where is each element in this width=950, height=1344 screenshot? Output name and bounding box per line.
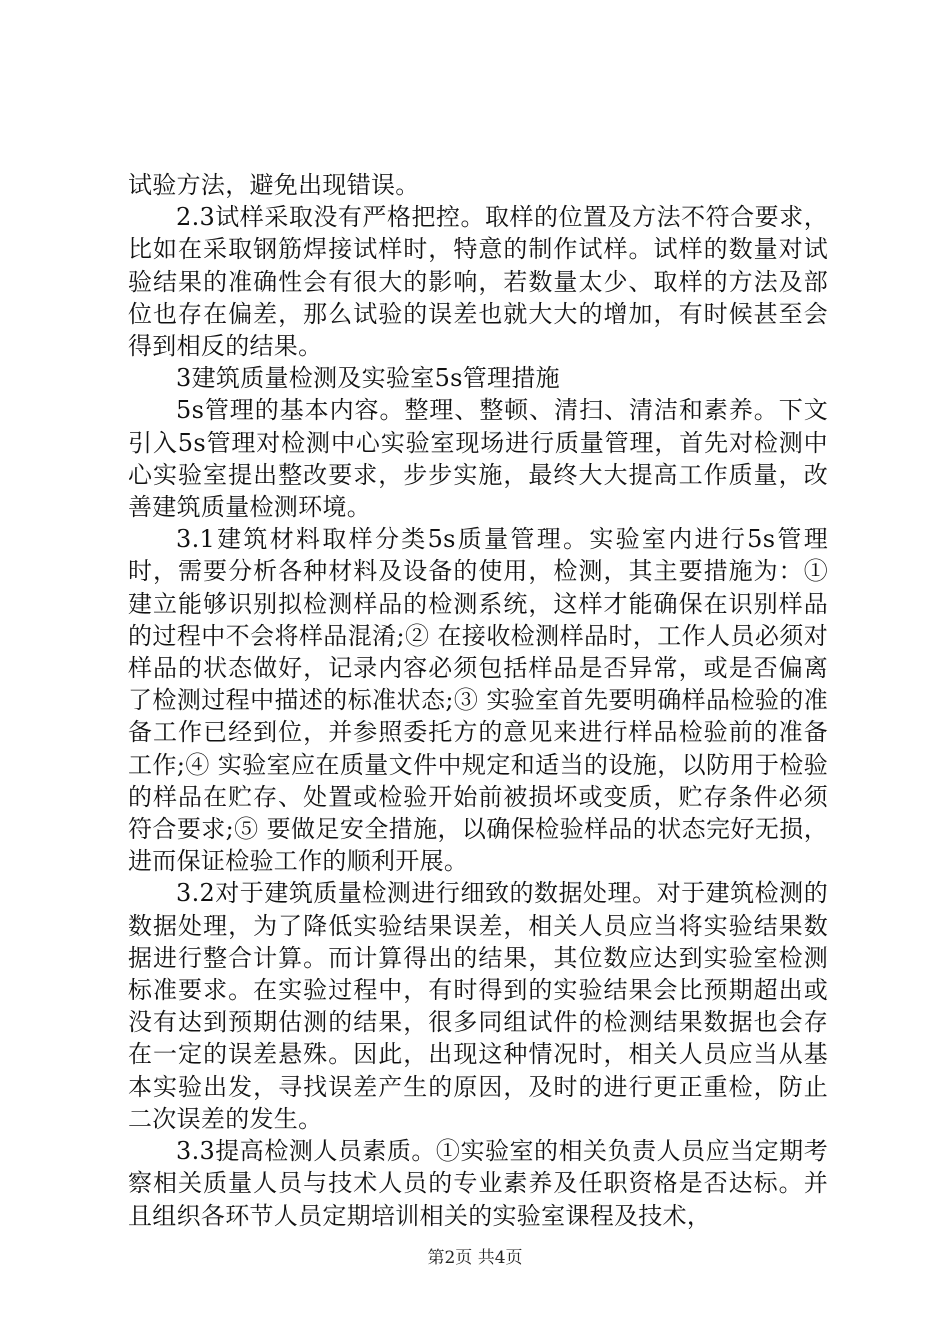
paragraph-4: 5s管理的基本内容。整理、整顿、清扫、清洁和素养。下文引入5s管理对检测中心实验室现场进行质量管理，首先对检测中心实验室提出整改要求，步步实施，最终大大提高工作质量，改善建筑质量检测环境。 <box>128 396 828 522</box>
paragraph-2: 2.3试样采取没有严格把控。取样的位置及方法不符合要求，比如在采取钢筋焊接试样时，特意的制作试样。试样的数量对试验结果的准确性会有很大的影响，若数量太少、取样的方法及部位也存在偏差，那么试验的误差也就大大的增加，有时候甚至会得到相反的结果。 <box>128 203 828 361</box>
section-heading: 3建筑质量检测及实验室5s管理措施 <box>176 364 560 393</box>
paragraph-6: 3.2对于建筑质量检测进行细致的数据处理。对于建筑检测的数据处理，为了降低实验结果误差，相关人员应当将实验结果数据进行整合计算。而计算得出的结果，其位数应达到实验室检测标准要求。在实验过程中，有时得到的实验结果会比预期超出或没有达到预期估测的结果，很多同组试件的检测结果数据也会存在一定的误差悬殊。因此，出现这种情况时，相关人员应当从基本实验出发，寻找误差产生的原因，及时的进行更正重检，防止二次误差的发生。 <box>128 879 828 1133</box>
document-body <box>128 169 828 1232</box>
page-number-footer: 第2页 共4页 <box>427 1248 523 1268</box>
paragraph-1: 试验方法，避免出现错误。 <box>128 171 420 199</box>
paragraph-7: 3.3提高检测人员素质。①实验室的相关负责人员应当定期考察相关质量人员与技术人员的专业素养及任职资格是否达标。并且组织各环节人员定期培训相关的实验室课程及技术， <box>128 1137 828 1230</box>
paragraph-5: 3.1建筑材料取样分类5s质量管理。实验室内进行5s管理时，需要分析各种材料及设备的使用，检测，其主要措施为：①建立能够识别拟检测样品的检测系统，这样才能确保在识别样品的过程中不会将样品混淆;② 在接收检测样品时，工作人员必须对样品的状态做好，记录内容必须包括样品是否异常，或是否偏离了检测过程中描述的标准状态;③ 实验室首先要明确样品检验的准备工作已经到位，并参照委托方的意见来进行样品检验前的准备工作;④ 实验室应在质量文件中规定和适当的设施，以防用于检验的样品在贮存、处置或检验开始前被损坏或变质，贮存条件必须符合要求;⑤ 要做足安全措施，以确保检验样品的状态完好无损，进而保证检验工作的顺利开展。 <box>128 525 828 876</box>
